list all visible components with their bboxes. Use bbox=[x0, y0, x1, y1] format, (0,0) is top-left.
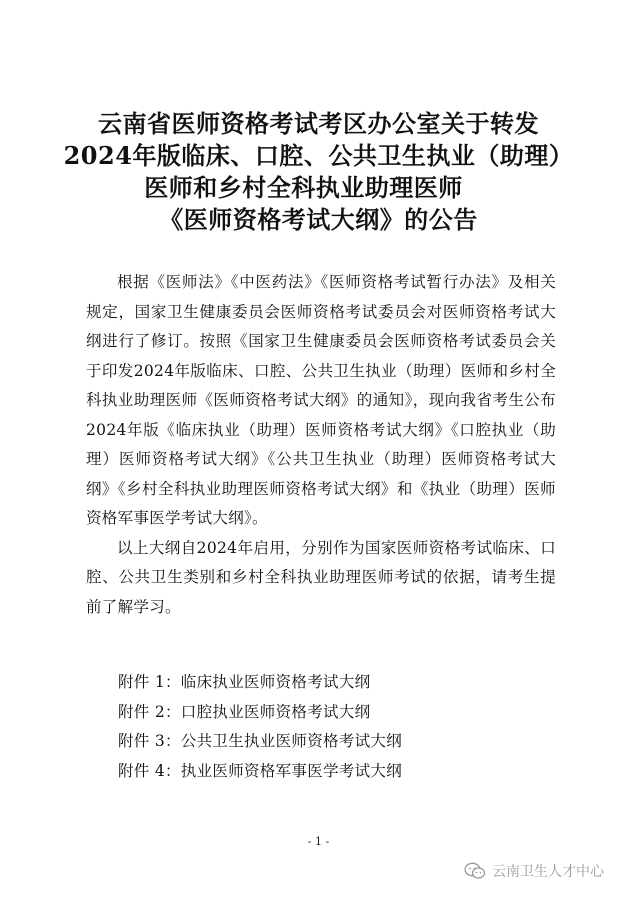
paragraph-1: 根据《医师法》《中医药法》《医师资格考试暂行办法》及相关规定，国家卫生健康委员会医师资格考试委员会对医师资格考试大纲进行了修订。按照《国家卫生健康委员会医师资格考试委员会关于印发2024年版临床、口腔、公共卫生执业（助理）医师和乡村全科执业助理医师《医师资格考试大纲》的通知》，现向我省考生公布2024年版《临床执业（助理）医师资格考试大纲》《口腔执业（助理）医师资格考试大纲》《公共卫生执业（助理）医师资格考试大纲》《乡村全科执业助理医师资格考试大纲》和《执业（助理）医师资格军事医学考试大纲》。 bbox=[86, 273, 556, 527]
paragraph-2: 以上大纲自2024年启用，分别作为国家医师资格考试临床、口腔、公共卫生类别和乡村全科执业助理医师考试的依据，请考生提前了解学习。 bbox=[86, 538, 556, 616]
attachment-item-4: 附件 4：执业医师资格军事医学考试大纲 bbox=[118, 761, 402, 780]
watermark-text: 云南卫生人才中心 bbox=[492, 864, 604, 880]
page-number: - 1 - bbox=[307, 835, 330, 848]
wechat-icon bbox=[464, 862, 486, 880]
document-title bbox=[0, 108, 637, 236]
attachment-list bbox=[118, 668, 548, 786]
attachment-item-3: 附件 3：公共卫生执业医师资格考试大纲 bbox=[118, 732, 402, 750]
title-line-4: 《医师资格考试大纲》的公告 bbox=[159, 205, 478, 234]
title-line-3: 医师和乡村全科执业助理医师 bbox=[144, 173, 463, 202]
title-line-1: 云南省医师资格考试考区办公室关于转发 bbox=[98, 109, 539, 138]
attachment-item-1: 附件 1：临床执业医师资格考试大纲 bbox=[118, 673, 371, 691]
attachment-item-2: 附件 2：口腔执业医师资格考试大纲 bbox=[118, 702, 371, 721]
watermark bbox=[464, 861, 604, 881]
document-body bbox=[86, 268, 556, 622]
title-line-2: 2024年版临床、口腔、公共卫生执业（助理） bbox=[63, 141, 574, 170]
